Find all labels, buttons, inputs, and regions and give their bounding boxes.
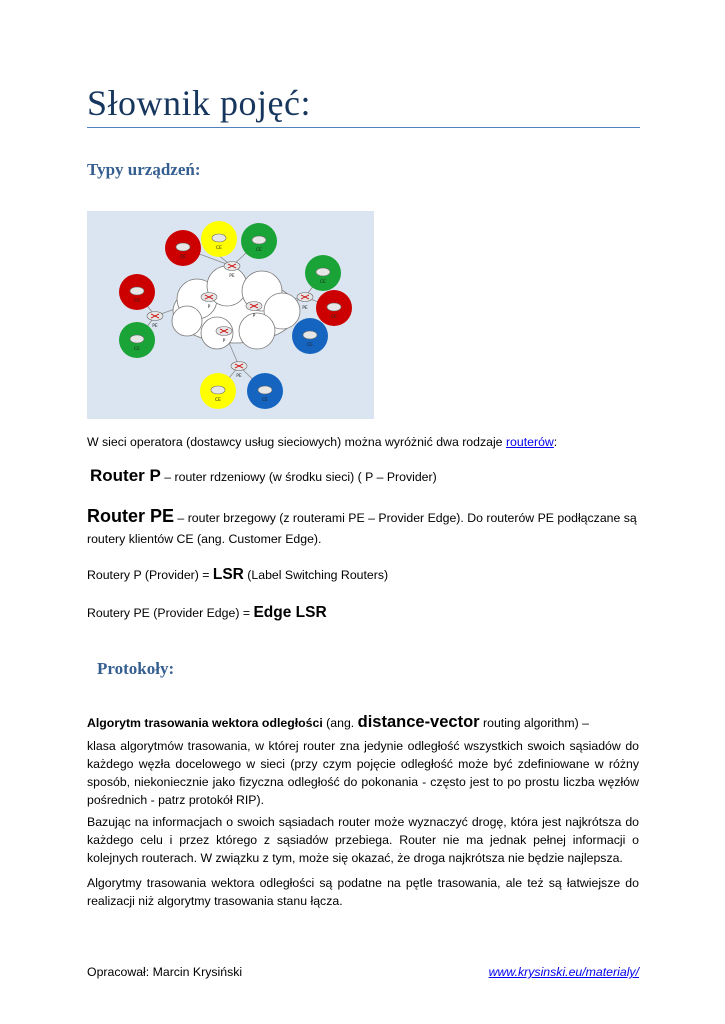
heading-protocols: Protokoły: bbox=[97, 659, 175, 678]
intro-paragraph bbox=[87, 433, 557, 451]
heading-device-types: Typy urządzeń: bbox=[87, 160, 201, 179]
router-pe-definition bbox=[87, 507, 637, 527]
diagram-label-ce: CE bbox=[216, 246, 222, 251]
diagram-label-pe: PE bbox=[302, 306, 308, 311]
edge-lsr-pre: Routery PE (Provider Edge) = bbox=[87, 606, 254, 620]
network-diagram-svg bbox=[87, 211, 374, 419]
diagram-label-ce: CE bbox=[215, 398, 221, 403]
network-diagram bbox=[87, 211, 374, 419]
edge-lsr-term: Edge LSR bbox=[253, 604, 327, 621]
dv-body: klasa algorytmów trasowania, w której router zna jedynie odległość wszystkich swoich sąsiadów do każdego węzła docelowego w sieci (przy czym pojęcie odległość może być zdefiniowane w różny sposób, niekoniecznie jako fizyczna odległość do pokonania - często jest to po prostu liczba węzłów pośrednich - patrz protokół RIP). bbox=[87, 739, 639, 807]
diagram-label-ce: CE bbox=[180, 255, 186, 260]
intro-text: W sieci operatora (dostawcy usług sieciowych) można wyróżnić dwa rodzaje bbox=[87, 435, 506, 449]
page-title: Słownik pojęć: bbox=[87, 83, 311, 123]
diagram-label-p: P bbox=[252, 314, 256, 319]
diagram-label-ce: CE bbox=[331, 315, 337, 320]
diagram-label-ce: CE bbox=[256, 248, 262, 253]
diagram-label-pe: PE bbox=[236, 374, 242, 379]
diagram-label-ce: CE bbox=[262, 398, 268, 403]
intro-colon: : bbox=[553, 435, 558, 449]
router-pe-desc: – router brzegowy (z routerami PE – Provider Edge). Do routerów PE podłączane są bbox=[174, 511, 637, 525]
diagram-label-p: P bbox=[207, 305, 211, 310]
provider-cloud bbox=[172, 266, 300, 349]
diagram-label-pe: PE bbox=[229, 274, 235, 279]
dv-ang: (ang. bbox=[322, 716, 358, 730]
lsr-post: (Label Switching Routers) bbox=[243, 568, 389, 582]
title-underline bbox=[87, 127, 640, 128]
router-pe-term: Router PE bbox=[87, 506, 175, 526]
paragraph-loops: Algorytmy trasowania wektora odległości są podatne na pętle trasowania, ale też są łatwiejsze do realizacji niż algorytmy trasowania stanu łącza. bbox=[87, 876, 639, 908]
lsr-pre: Routery P (Provider) = bbox=[87, 568, 213, 582]
router-p-definition bbox=[90, 467, 437, 486]
footer-author: Opracował: Marcin Krysiński bbox=[87, 965, 243, 979]
diagram-label-ce: CE bbox=[307, 343, 313, 348]
lsr-definition bbox=[87, 566, 388, 584]
routers-link[interactable]: routerów bbox=[505, 435, 554, 449]
dv-term: Algorytm trasowania wektora odległości bbox=[87, 716, 323, 730]
footer-link[interactable]: www.krysinski.eu/materialy/ bbox=[488, 965, 639, 979]
diagram-label-ce: CE bbox=[134, 347, 140, 352]
diagram-label-ce: CE bbox=[320, 280, 326, 285]
diagram-label-pe: PE bbox=[152, 324, 158, 329]
paragraph-neighbors: Bazując na informacjach o swoich sąsiadach router może wyznaczyć drogę, która jest najkrótsza do każdego celu i przez którego z sąsiadów przebiega. Router nie ma jednak pełnej informacji o kolejnych routerach. W związku z tym, może się okazać, że droga najkrótsza nie będzie najlepsza. bbox=[87, 815, 639, 865]
dv-rest: routing algorithm) – bbox=[479, 716, 589, 730]
lsr-term: LSR bbox=[212, 566, 244, 583]
diagram-label-p: P bbox=[222, 339, 226, 344]
dv-first-line bbox=[87, 713, 639, 732]
edge-lsr-definition bbox=[87, 604, 327, 622]
diagram-label-ce: CE bbox=[134, 299, 140, 304]
router-p-term: Router P bbox=[90, 466, 161, 485]
router-p-desc: – router rdzeniowy (w środku sieci) ( P – Provider) bbox=[160, 470, 437, 484]
router-pe-desc-line2: routery klientów CE (ang. Customer Edge). bbox=[87, 532, 322, 546]
dv-distance-vector: distance-vector bbox=[357, 713, 480, 731]
